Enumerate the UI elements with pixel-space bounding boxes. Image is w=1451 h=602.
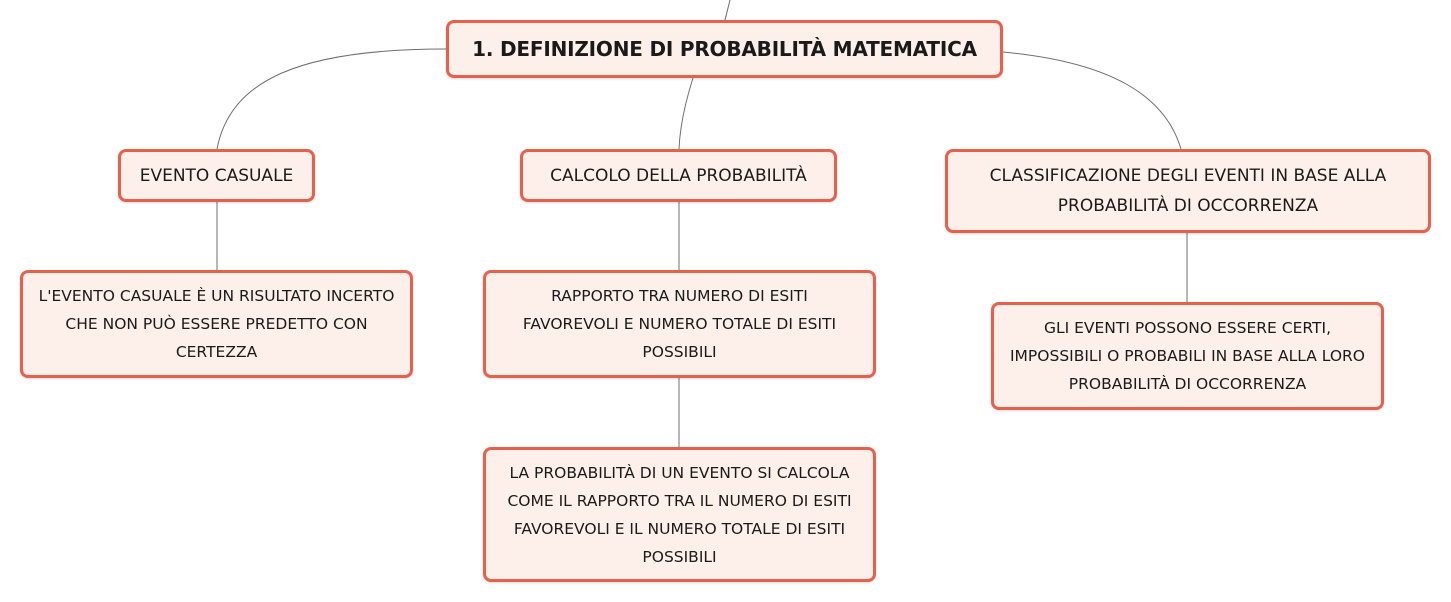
subtopic-node-eventi-certi-impossibili[interactable] [991, 302, 1384, 410]
subtopic-node-rapporto-esiti[interactable] [483, 270, 876, 378]
connector-parent-to-root [725, 0, 730, 20]
topic-node-calcolo-probabilita[interactable] [520, 149, 837, 202]
topic-node-label: CLASSIFICAZIONE DEGLI EVENTI IN BASE ALLA PROBABILITÀ DI OCCORRENZA [989, 166, 1387, 216]
topic-node-evento-casuale[interactable] [118, 149, 315, 202]
subtopic-node-label: LA PROBABILITÀ DI UN EVENTO SI CALCOLA COME IL RAPPORTO TRA IL NUMERO DI ESITI FAVOREVOLI E IL NUMERO TOTALE DI ESITI POSSIBILI [507, 463, 852, 566]
subtopic-node-label: GLI EVENTI POSSONO ESSERE CERTI, IMPOSSIBILI O PROBABILI IN BASE ALLA LORO PROBABILITÀ DI OCCORRENZA [1009, 319, 1365, 393]
topic-node-label: EVENTO CASUALE [139, 165, 294, 186]
subtopic-node-label: L'EVENTO CASUALE È UN RISULTATO INCERTO CHE NON PUÒ ESSERE PREDETTO CON CERTEZZA [38, 287, 395, 361]
connector-root-to-classificazione [1003, 52, 1181, 149]
topic-node-classificazione-eventi[interactable] [945, 149, 1431, 233]
root-node[interactable] [446, 20, 1003, 78]
subtopic-node-calcolo-probabilita-evento[interactable] [483, 447, 876, 582]
topic-node-label: CALCOLO DELLA PROBABILITÀ [550, 165, 807, 186]
subtopic-node-label: RAPPORTO TRA NUMERO DI ESITI FAVOREVOLI E NUMERO TOTALE DI ESITI POSSIBILI [522, 287, 837, 361]
root-node-label: 1. DEFINIZIONE DI PROBABILITÀ MATEMATICA [472, 37, 977, 61]
connector-root-to-evento-casuale [217, 49, 446, 149]
subtopic-node-evento-descrizione[interactable] [20, 270, 413, 378]
connector-root-to-calcolo [679, 78, 693, 149]
